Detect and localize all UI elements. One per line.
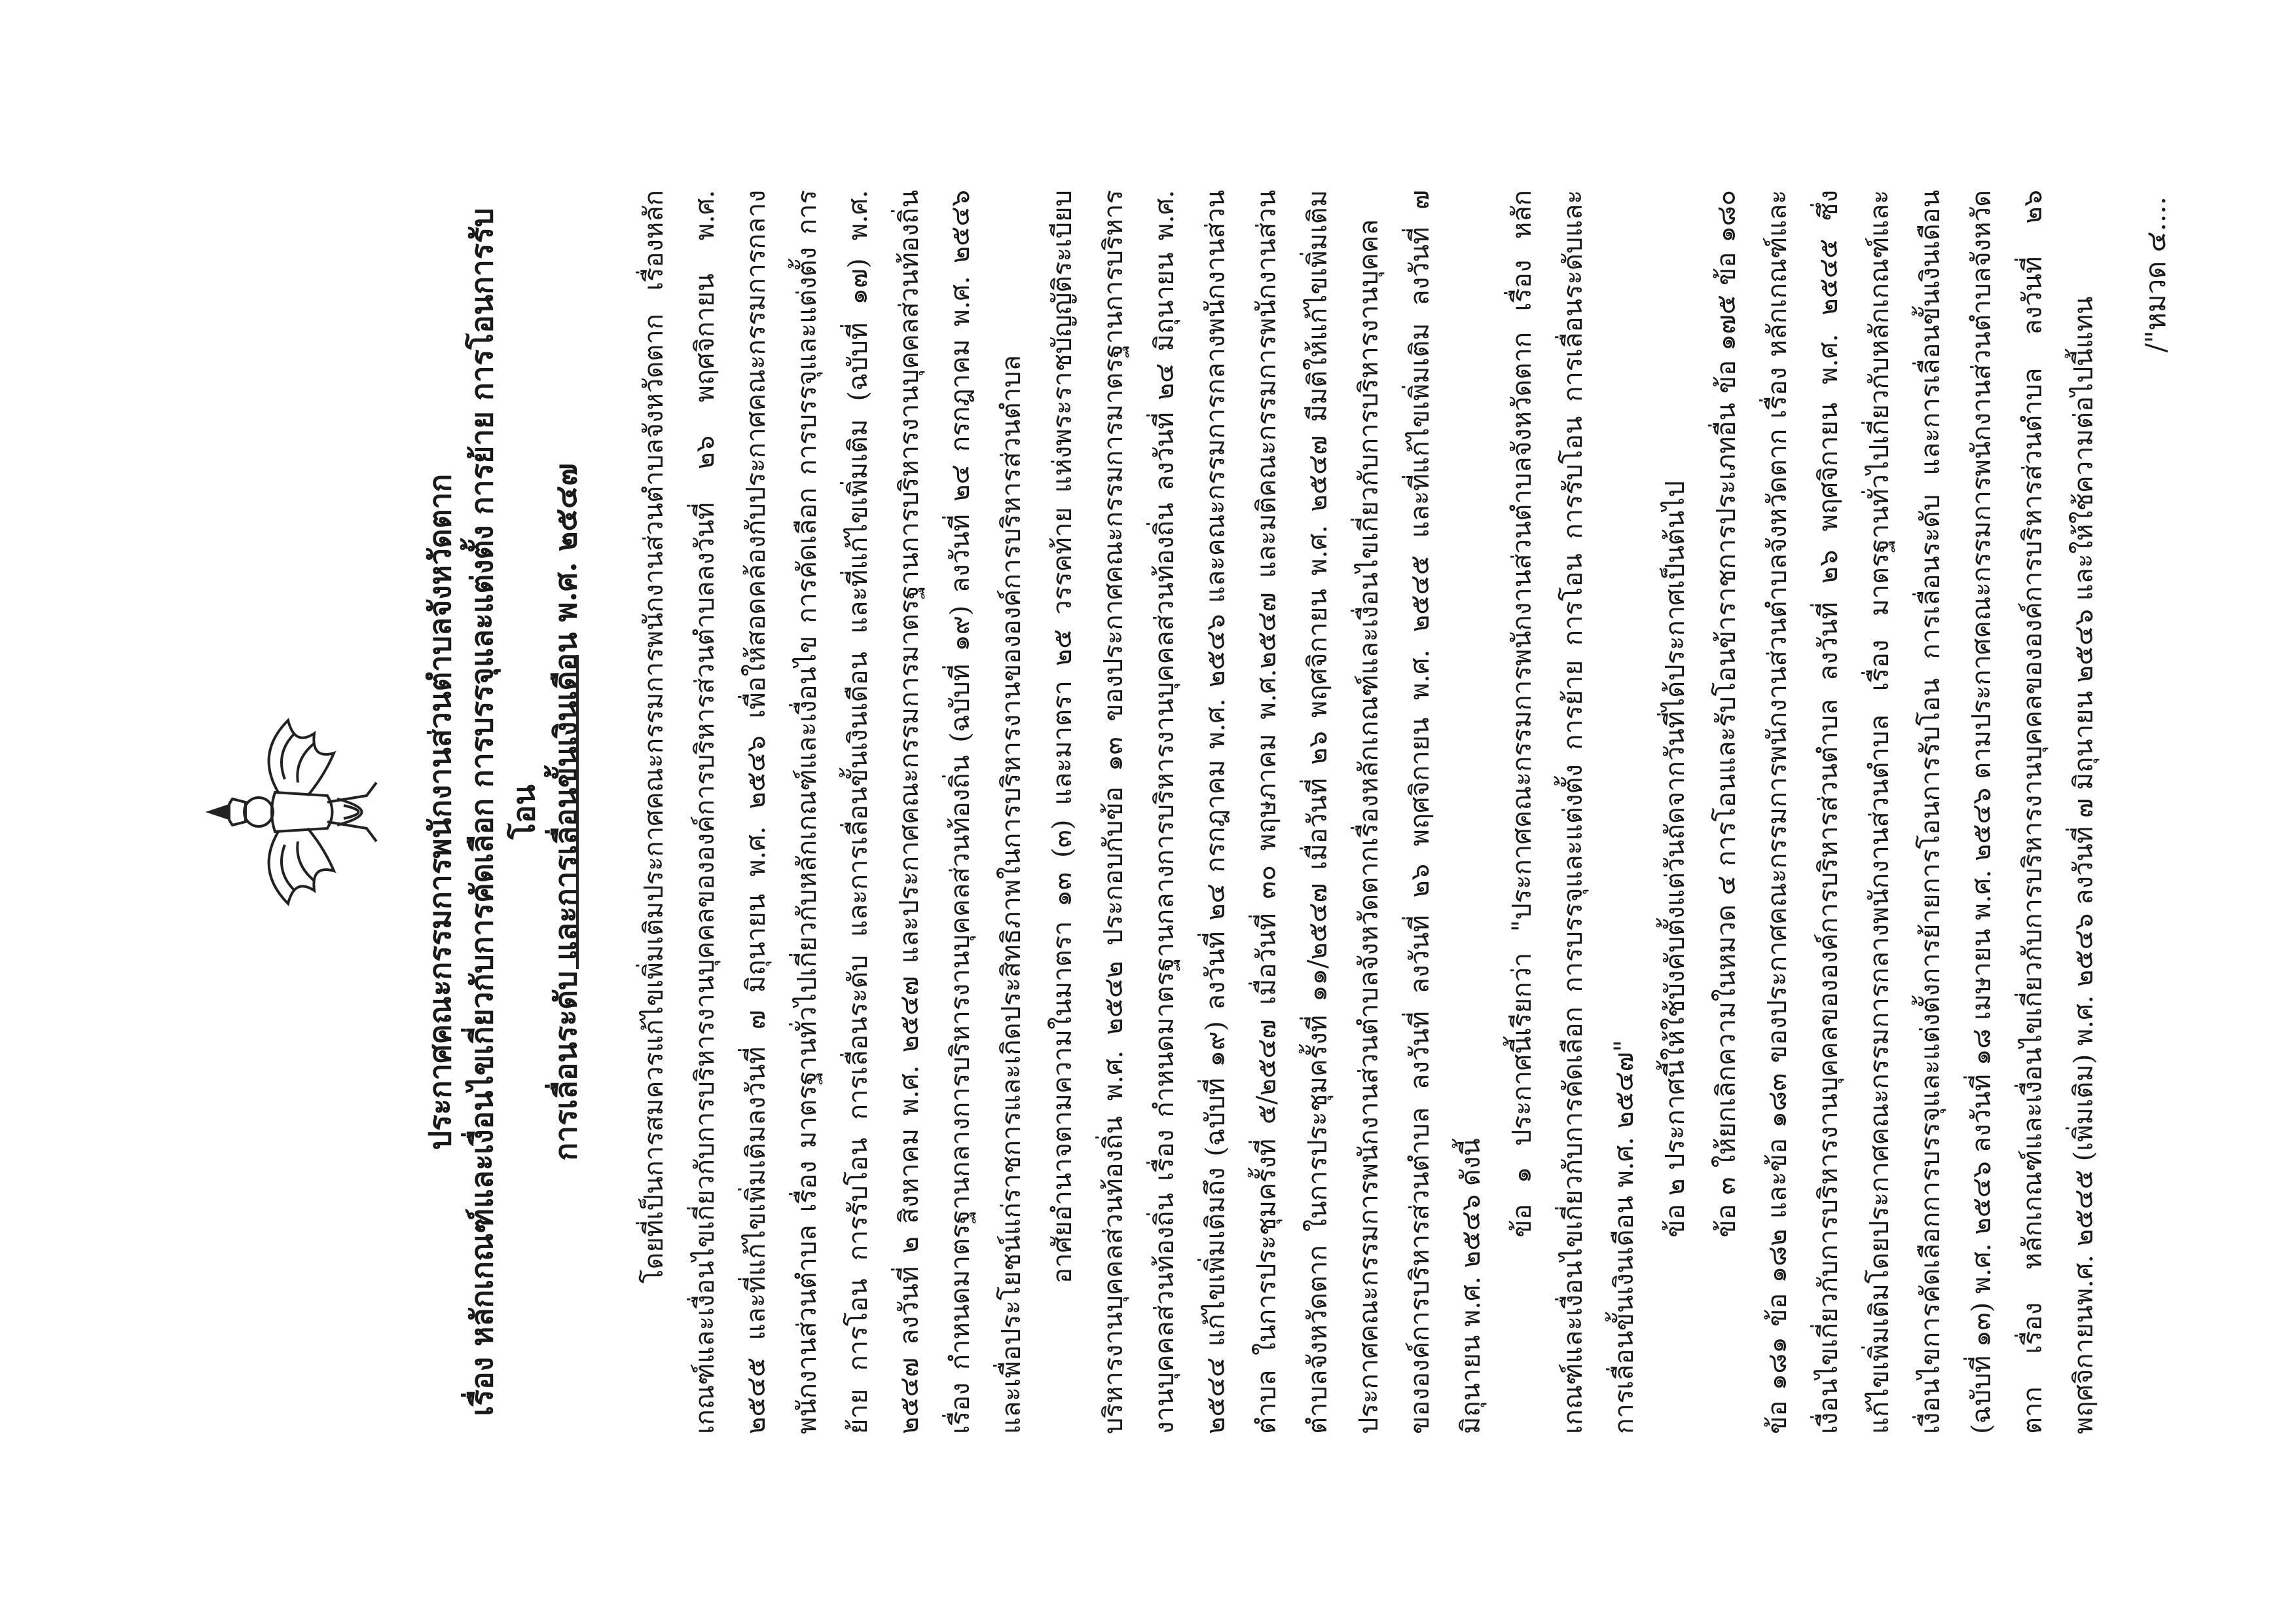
header-line-1: ประกาศคณะกรรมการพนักงานส่วนตำบลจังหวัดตาก (422, 473, 458, 1151)
clause-1: ข้อ ๑ ประกาศนี้เรียกว่า "ประกาศคณะกรรมการพนักงานส่วนตำบลจังหวัดตาก เรื่อง หลักเกณฑ์และเงื่อนไขเกี่ยวกับการคัดเลือก การบรรจุและแต่งตั้ง การย้าย การโอน การรับโอน การเลื่อนระดับและการเลื่อนขั้นเงินเดือน พ.ศ. ๒๕๔๗" (1507, 190, 1639, 1434)
next-page-marker: /"หมวด ๔.... (2140, 196, 2172, 353)
header-line-3: การเลื่อนระดับ และการเลื่อนขั้นเงินเดือน พ.ศ. ๒๕๔๗ (548, 463, 583, 1161)
garuda-emblem-icon (196, 707, 393, 917)
header-divider (576, 655, 579, 969)
paragraph-preamble: โดยที่เป็นการสมควรแก้ไขเพิ่มเติมประกาศคณะกรรมการพนักงานส่วนตำบลจังหวัดตาก เรื่องหลักเกณฑ์และเงื่อนไขเกี่ยวกับการบริหารงานบุคคลขององค์การบริหารส่วนตำบลลงวันที่ ๒๖ พฤศจิกายน พ.ศ. ๒๕๔๕ และที่แก้ไขเพิ่มเติมลงวันที่ ๗ มิถุนายน พ.ศ. ๒๕๔๖ เพื่อให้สอดคล้องกับประกาศคณะกรรมการกลางพนักงานส่วนตำบล เรื่อง มาตรฐานทั่วไปเกี่ยวกับหลักเกณฑ์และเงื่อนไข การคัดเลือก การบรรจุและแต่งตั้ง การย้าย การโอน การรับโอน การเลื่อนระดับ และการเลื่อนขั้นเงินเดือน และที่แก้ไขเพิ่มเติม (ฉบับที่ ๑๗) พ.ศ. ๒๕๔๗ ลงวันที่ ๒ สิงหาคม พ.ศ. ๒๕๔๗ และประกาศคณะกรรมการมาตรฐานการบริหารงานบุคคลส่วนท้องถิ่น เรื่อง กำหนดมาตรฐานกลางการบริหารงานบุคคลส่วนท้องถิ่น (ฉบับที่ ๑๙) ลงวันที่ ๒๔ กรกฎาคม พ.ศ. ๒๕๔๖ และเพื่อประโยชน์แก่ราชการและเกิดประสิทธิภาพในการบริหารงานขององค์การบริหารส่วนตำบล (639, 190, 1027, 1434)
paragraph-authority: อาศัยอำนาจตามความในมาตรา ๑๓ (๓) และมาตรา ๒๕ วรรคท้าย แห่งพระราชบัญญัติระเบียบบริหารงานบุคคลส่วนท้องถิ่น พ.ศ. ๒๕๔๒ ประกอบกับข้อ ๑๓ ของประกาศคณะกรรมการมาตรฐานการบริหารงานบุคคลส่วนท้องถิ่น เรื่อง กำหนดมาตรฐานกลางการบริหารงานบุคคลส่วนท้องถิ่น ลงวันที่ ๒๔ มิถุนายน พ.ศ. ๒๕๔๔ แก้ไขเพิ่มเติมถึง (ฉบับที่ ๑๙) ลงวันที่ ๒๔ กรกฎาคม พ.ศ. ๒๕๔๖ และคณะกรรมการกลางพนักงานส่วนตำบล ในการประชุมครั้งที่ ๕/๒๕๔๗ เมื่อวันที่ ๓๐ พฤษภาคม พ.ศ.๒๕๔๗ และมติคณะกรรมการพนักงานส่วนตำบลจังหวัดตาก ในการประชุมครั้งที่ ๑๑/๒๕๔๗ เมื่อวันที่ ๒๖ พฤศจิกายน พ.ศ. ๒๕๔๗ มีมติให้แก้ไขเพิ่มเติมประกาศคณะกรรมการพนักงานส่วนตำบลจังหวัดตากเรื่องหลักเกณฑ์และเงื่อนไขเกี่ยวกับการบริหารงานบุคคลขององค์การบริหารส่วนตำบล ลงวันที่ ลงวันที่ ๒๖ พฤศจิกายน พ.ศ. ๒๕๔๕ และที่แก้ไขเพิ่มเติม ลงวันที่ ๗ มิถุนายน พ.ศ. ๒๕๔๖ ดังนี้ (1048, 190, 1486, 1434)
document-body (629, 190, 2109, 1434)
header-line-2: เรื่อง หลักเกณฑ์และเงื่อนไขเกี่ยวกับการคัดเลือก การบรรจุและแต่งตั้ง การย้าย การโอนการรับโอน (464, 208, 541, 1416)
clause-3: ข้อ ๓ ให้ยกเลิกความในหมวด ๔ การโอนและรับโอนข้าราชการประเภทอื่น ข้อ ๑๗๕ ข้อ ๑๘๐ ข้อ ๑๘๑ ข้อ ๑๘๒ และข้อ ๑๘๓ ของประกาศคณะกรรมการพนักงานส่วนตำบลจังหวัดตาก เรื่อง หลักเกณฑ์และเงื่อนไขเกี่ยวกับการบริหารงานบุคคลขององค์การบริหารส่วนตำบล ลงวันที่ ๒๖ พฤศจิกายน พ.ศ. ๒๕๔๕ ซึ่งแก้ไขเพิ่มเติมโดยประกาศคณะกรรมการกลางพนักงานส่วนตำบล เรื่อง มาตรฐานทั่วไปเกี่ยวกับหลักเกณฑ์และเงื่อนไขการคัดเลือกการบรรจุและแต่งตั้งการย้ายการโอนการรับโอน การเลื่อนระดับ และการเลื่อนขั้นเงินเดือน (ฉบับที่ ๑๓) พ.ศ. ๒๕๔๖ ลงวันที่ ๑๘ เมษายน พ.ศ. ๒๕๔๖ ตามประกาศคณะกรรมการพนักงานส่วนตำบลจังหวัดตาก เรื่อง หลักเกณฑ์และเงื่อนไขเกี่ยวกับการบริหารงานบุคคลขององค์การบริหารส่วนตำบล ลงวันที่ ๒๖ พฤศจิกายนพ.ศ. ๒๕๔๕ (เพิ่มเติม) พ.ศ. ๒๕๔๖ ลงวันที่ ๗ มิถุนายน ๒๕๔๖ และให้ใช้ความต่อไปนี้แทน (1711, 190, 2099, 1434)
clause-2: ข้อ ๒ ประกาศนี้ให้ใช้บังคับตั้งแต่วันถัดจากวันที่ได้ประกาศเป็นต้นไป (1660, 481, 1690, 1238)
document-header (419, 196, 587, 1428)
